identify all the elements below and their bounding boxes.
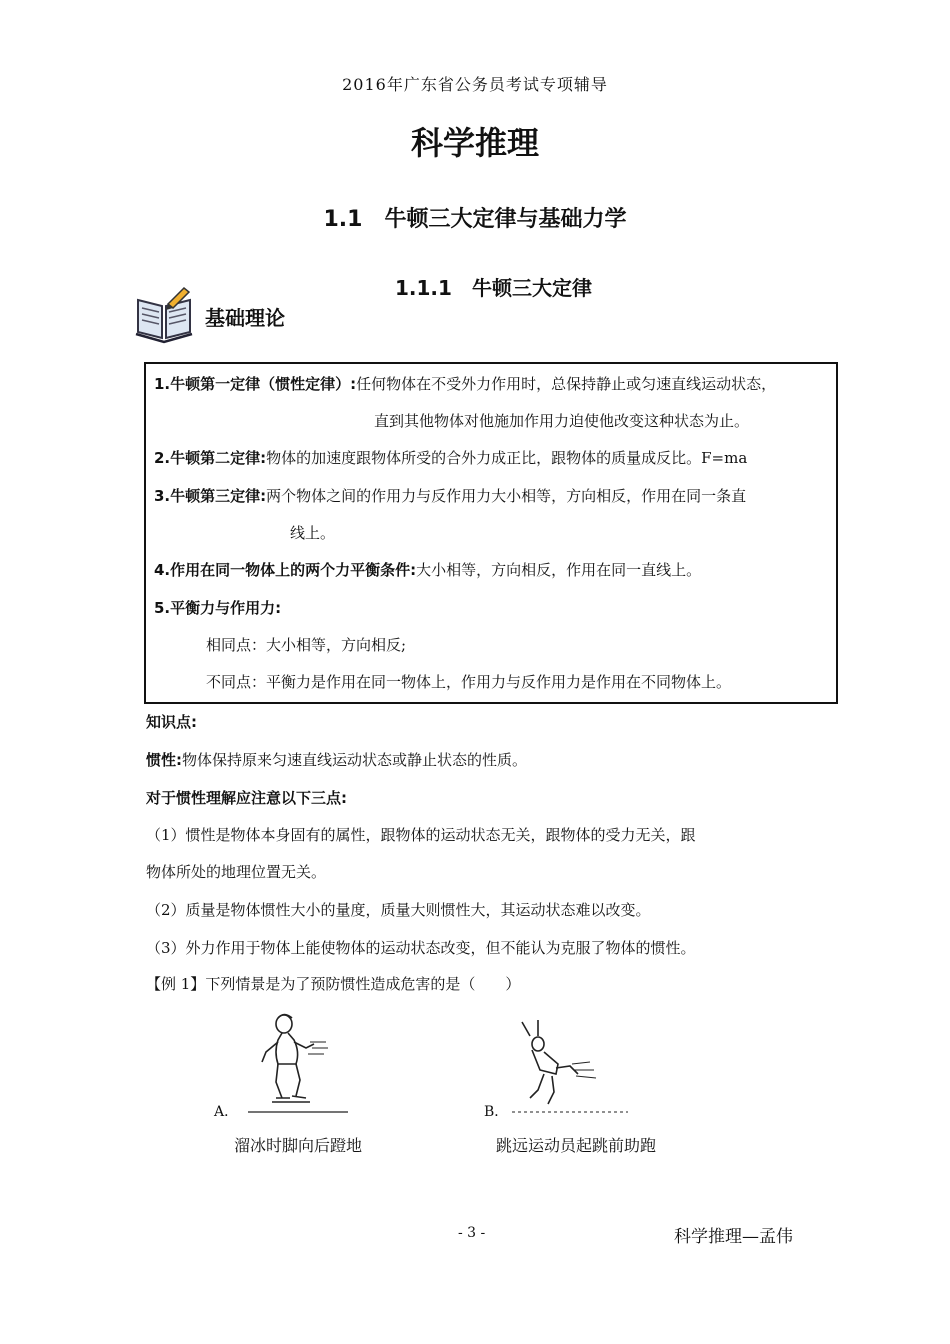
skater-figure [248, 1012, 352, 1116]
inertia-text: 物体保持原来匀速直线运动状态或静止状态的性质。 [182, 751, 528, 769]
law-1-cont: 直到其他物体对他施加作用力迫使他改变这种状态为止。 [374, 412, 750, 430]
law-4-label: 4.作用在同一物体上的两个力平衡条件: [154, 561, 417, 579]
inertia-def [146, 750, 527, 770]
point-3: （3）外力作用于物体上能使物体的运动状态改变，但不能认为克服了物体的惯性。 [146, 939, 696, 957]
attention-heading: 对于惯性理解应注意以下三点: [146, 789, 347, 807]
point-1-cont: 物体所处的地理位置无关。 [146, 863, 327, 881]
point-1: （1）惯性是物体本身固有的属性，跟物体的运动状态无关，跟物体的受力无关，跟 [146, 826, 696, 844]
law-3-cont: 线上。 [290, 524, 336, 542]
law-3-text: 两个物体之间的作用力与反作用力大小相等，方向相反，作用在同一条直 [266, 487, 747, 505]
law-1-label: 1.牛顿第一定律（惯性定律）: [154, 375, 357, 393]
option-b-caption: 跳远运动员起跳前助跑 [496, 1136, 657, 1155]
option-b-letter: B． [484, 1104, 509, 1120]
law-2-text: 物体的加速度跟物体所受的合外力成正比，跟物体的质量成反比。F=ma [266, 449, 748, 467]
footer-author: 科学推理—孟伟 [674, 1227, 793, 1247]
example-label: 【例 1】 [146, 975, 206, 993]
knowledge-label: 知识点: [146, 713, 197, 731]
inertia-label: 惯性: [146, 751, 182, 769]
law-4 [154, 560, 701, 580]
section-heading: 1.1 牛顿三大定律与基础力学 [323, 207, 627, 232]
theory-label: 基础理论 [205, 306, 285, 330]
page-title: 科学推理 [410, 124, 539, 162]
law-1 [154, 374, 776, 394]
law-2 [154, 448, 747, 468]
law-5-label: 5.平衡力与作用力: [154, 599, 282, 617]
law-1-text: 任何物体在不受外力作用时，总保持静止或匀速直线运动状态， [356, 375, 777, 393]
law-3 [154, 486, 746, 506]
law-5-same: 相同点：大小相等，方向相反; [206, 636, 407, 654]
option-a-letter: A． [214, 1104, 239, 1120]
law-4-text: 大小相等，方向相反，作用在同一直线上。 [416, 561, 702, 579]
page-header: 2016年广东省公务员考试专项辅导 [342, 75, 608, 94]
law-2-label: 2.牛顿第二定律: [154, 449, 267, 467]
subsection-heading: 1.1.1 牛顿三大定律 [395, 276, 592, 300]
option-a-caption: 溜冰时脚向后蹬地 [234, 1136, 363, 1155]
law-3-label: 3.牛顿第三定律: [154, 487, 267, 505]
long-jumper-figure [508, 1018, 632, 1118]
law-5-diff: 不同点：平衡力是作用在同一物体上，作用力与反作用力是作用在不同物体上。 [206, 673, 732, 691]
example-question [146, 974, 520, 994]
point-2: （2）质量是物体惯性大小的量度，质量大则惯性大，其运动状态难以改变。 [146, 901, 651, 919]
laws-box [144, 362, 838, 704]
example-text: 下列情景是为了预防惯性造成危害的是（ ） [205, 975, 521, 993]
open-book-icon [134, 286, 194, 344]
page-number: - 3 - [458, 1225, 486, 1241]
